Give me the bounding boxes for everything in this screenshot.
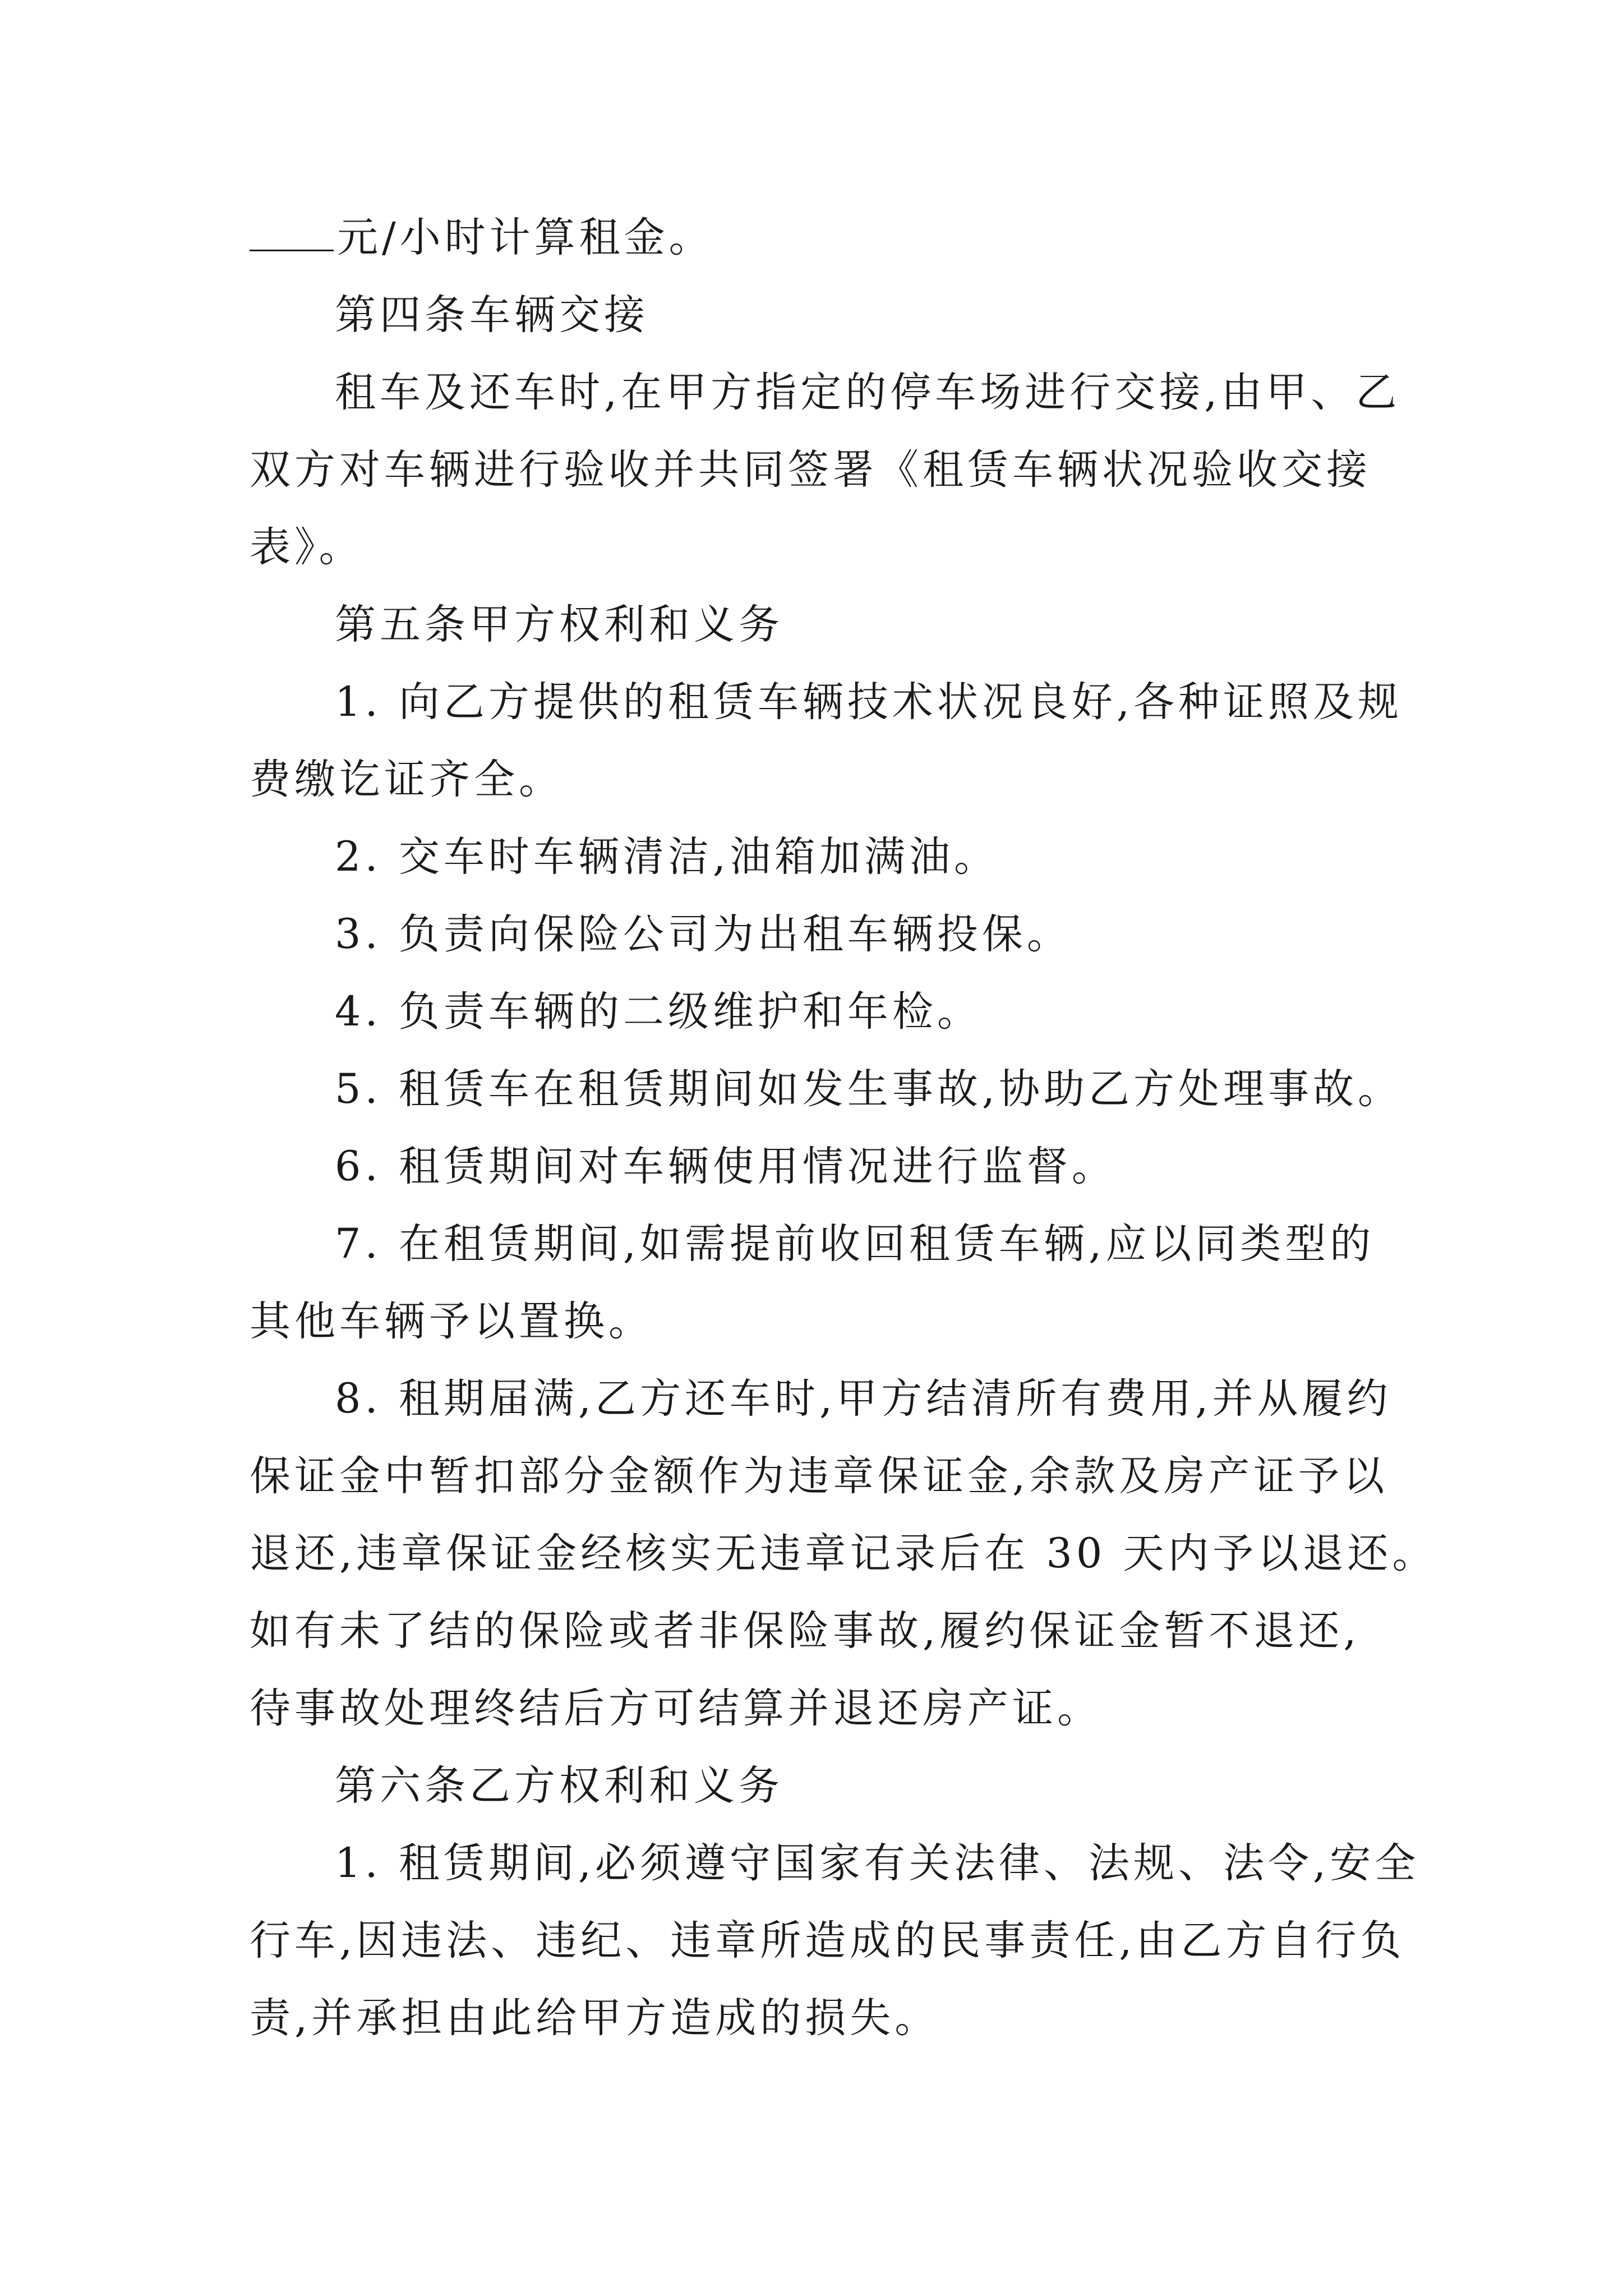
list-item: 4. 负责车辆的二级维护和年检。 (335, 988, 982, 1036)
text-line: 其他车辆予以置换。 (250, 1297, 653, 1345)
text-line: 表》。 (250, 523, 364, 571)
text-line: 退还,违章保证金经核实无违章记录后在 30 天内予以退还。 (250, 1530, 1437, 1577)
list-item: 3. 负责向保险公司为出租车辆投保。 (335, 910, 1072, 958)
list-item: 2. 交车时车辆清洁,油箱加满油。 (335, 833, 999, 881)
text-line: 双方对车辆进行验收并共同签署《租赁车辆状况验收交接 (250, 446, 1371, 494)
text-line (250, 199, 1388, 277)
section-heading: 第六条乙方权利和义务 (335, 1762, 783, 1810)
list-item: 1. 租赁期间,必须遵守国家有关法律、法规、法令,安全 (335, 1839, 1420, 1887)
list-item: 1. 向乙方提供的租赁车辆技术状况良好,各种证照及规 (335, 678, 1403, 726)
fill-in-blank (250, 206, 334, 251)
text-line: 保证金中暂扣部分金额作为违章保证金,余款及房产证予以 (250, 1452, 1389, 1500)
text-line: 租车及还车时,在甲方指定的停车场进行交接,由甲、乙 (335, 369, 1401, 416)
list-item: 8. 租期届满,乙方还车时,甲方结清所有费用,并从履约 (335, 1375, 1392, 1423)
list-item: 7. 在租赁期间,如需提前收回租赁车辆,应以同类型的 (335, 1220, 1375, 1268)
text-line: 如有未了结的保险或者非保险事故,履约保证金暂不退还, (250, 1607, 1361, 1655)
line-text: 元/小时计算租金。 (337, 214, 714, 261)
section-heading: 第四条车辆交接 (335, 291, 649, 339)
text-line: 费缴讫证齐全。 (250, 756, 564, 803)
text-line: 行车,因违法、违纪、违章所造成的民事责任,由乙方自行负 (250, 1917, 1405, 1964)
text-line: 待事故处理终结后方可结算并退还房产证。 (250, 1685, 1102, 1732)
section-heading: 第五条甲方权利和义务 (335, 601, 783, 648)
document-body (250, 199, 1437, 2057)
list-item: 6. 租赁期间对车辆使用情况进行监督。 (335, 1143, 1117, 1190)
text-line: 责,并承担由此给甲方造成的损失。 (250, 1994, 940, 2042)
list-item: 5. 租赁车在租赁期间如发生事故,协助乙方处理事故。 (335, 1065, 1403, 1113)
